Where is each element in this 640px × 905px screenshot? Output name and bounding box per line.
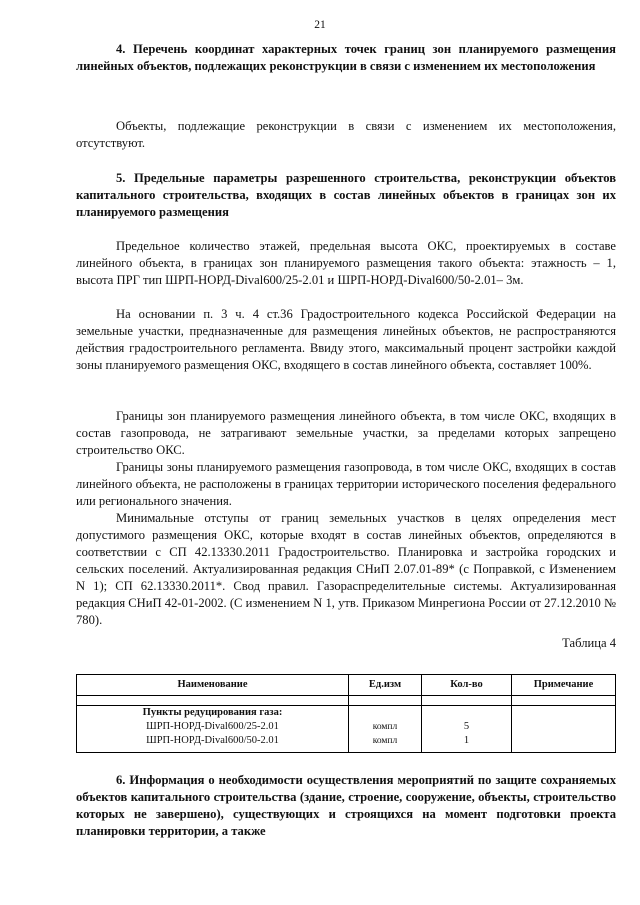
col-header-unit: Ед.изм	[349, 675, 422, 696]
table-caption: Таблица 4	[562, 636, 616, 650]
table-row	[77, 706, 616, 753]
item-name: ШРП-НОРД-Dival600/25-2.01	[146, 721, 279, 732]
section-5-heading: 5. Предельные параметры разрешенного строительства, реконструкции объектов капитального строительства, входящих в состав линейных объектов в границах зон их планируемого размещения	[76, 171, 616, 219]
note-cell	[512, 706, 616, 753]
section-5-paragraph: Границы зоны планируемого размещения газопровода, в том числе ОКС, входящих в состав линейного объекта, не расположены в границах территории исторического поселения федерального или регионального значения.	[76, 460, 616, 508]
table-spacer-row	[77, 696, 616, 706]
qty-cell	[422, 706, 512, 753]
item-unit: компл	[372, 736, 398, 746]
page-number: 21	[314, 19, 326, 31]
section-5-paragraph: На основании п. 3 ч. 4 ст.36 Градостроительного кодекса Российской Федерации на земельные участки, предназначенные для размещения линейных объектов, не распространяются действия градостроительного регламента. Ввиду этого, максимальный процент застройки каждой зоны планируемого размещения ОКС, входящего в состав линейного объекта, составляет 100%.	[76, 307, 616, 372]
section-5-paragraph: Предельное количество этажей, предельная высота ОКС, проектируемых в составе линейного объекта, в границах зон планируемого размещения такого объекта: этажность – 1, высота ПРГ тип ШРП-НОРД-Dival600/25-2.01 и ШРП-НОРД-Dival600/50-2.01– 3м.	[76, 239, 616, 287]
unit-cell	[349, 706, 422, 753]
item-unit: компл	[372, 722, 398, 732]
name-cell	[77, 706, 349, 753]
section-5-paragraph: Минимальные отступы от границ земельных участков в целях определения мест допустимого размещения ОКС, которые входят в состав линейных объектов, определяются в соответствии с СП 42.13330.2011 Градостроительство. Планировка и застройка городских и сельских поселений. Актуализированная редакция СНиП 2.07.01-89* (с Поправкой, с Изменением N 1); СП 62.13330.2011*. Свод правил. Газораспределительные системы. Актуализированная редакция СНиП 42-01-2002. (С изменением N 1, утв. Приказом Минрегиона России от 27.12.2010 № 780).	[76, 511, 616, 627]
section-4-heading: 4. Перечень координат характерных точек границ зон планируемого размещения линейных объектов, подлежащих реконструкции в связи с изменением их местоположения	[76, 42, 616, 73]
item-qty: 5	[463, 721, 470, 732]
item-qty: 1	[463, 735, 470, 746]
table-4	[76, 674, 616, 753]
col-header-name: Наименование	[77, 675, 349, 696]
section-4-text: Объекты, подлежащие реконструкции в связи с изменением их местоположения, отсутствуют.	[76, 119, 616, 150]
col-header-note: Примечание	[512, 675, 616, 696]
group-label: Пункты редуцирования газа:	[142, 707, 283, 718]
section-6-heading: 6. Информация о необходимости осуществления мероприятий по защите сохраняемых объектов капитального строительства (здание, строение, сооружение, объекты, строительство которых не завершено), существующих и строящихся на момент подготовки проекта планировки территории, а также	[76, 773, 616, 838]
item-name: ШРП-НОРД-Dival600/50-2.01	[146, 735, 279, 746]
table-header-row	[77, 675, 616, 696]
col-header-qty: Кол-во	[422, 675, 512, 696]
section-5-paragraph: Границы зон планируемого размещения линейного объекта, в том числе ОКС, входящих в состав газопровода, не затрагивают земельные участки, за пределами которых запрещено строительство ОКС.	[76, 409, 616, 457]
